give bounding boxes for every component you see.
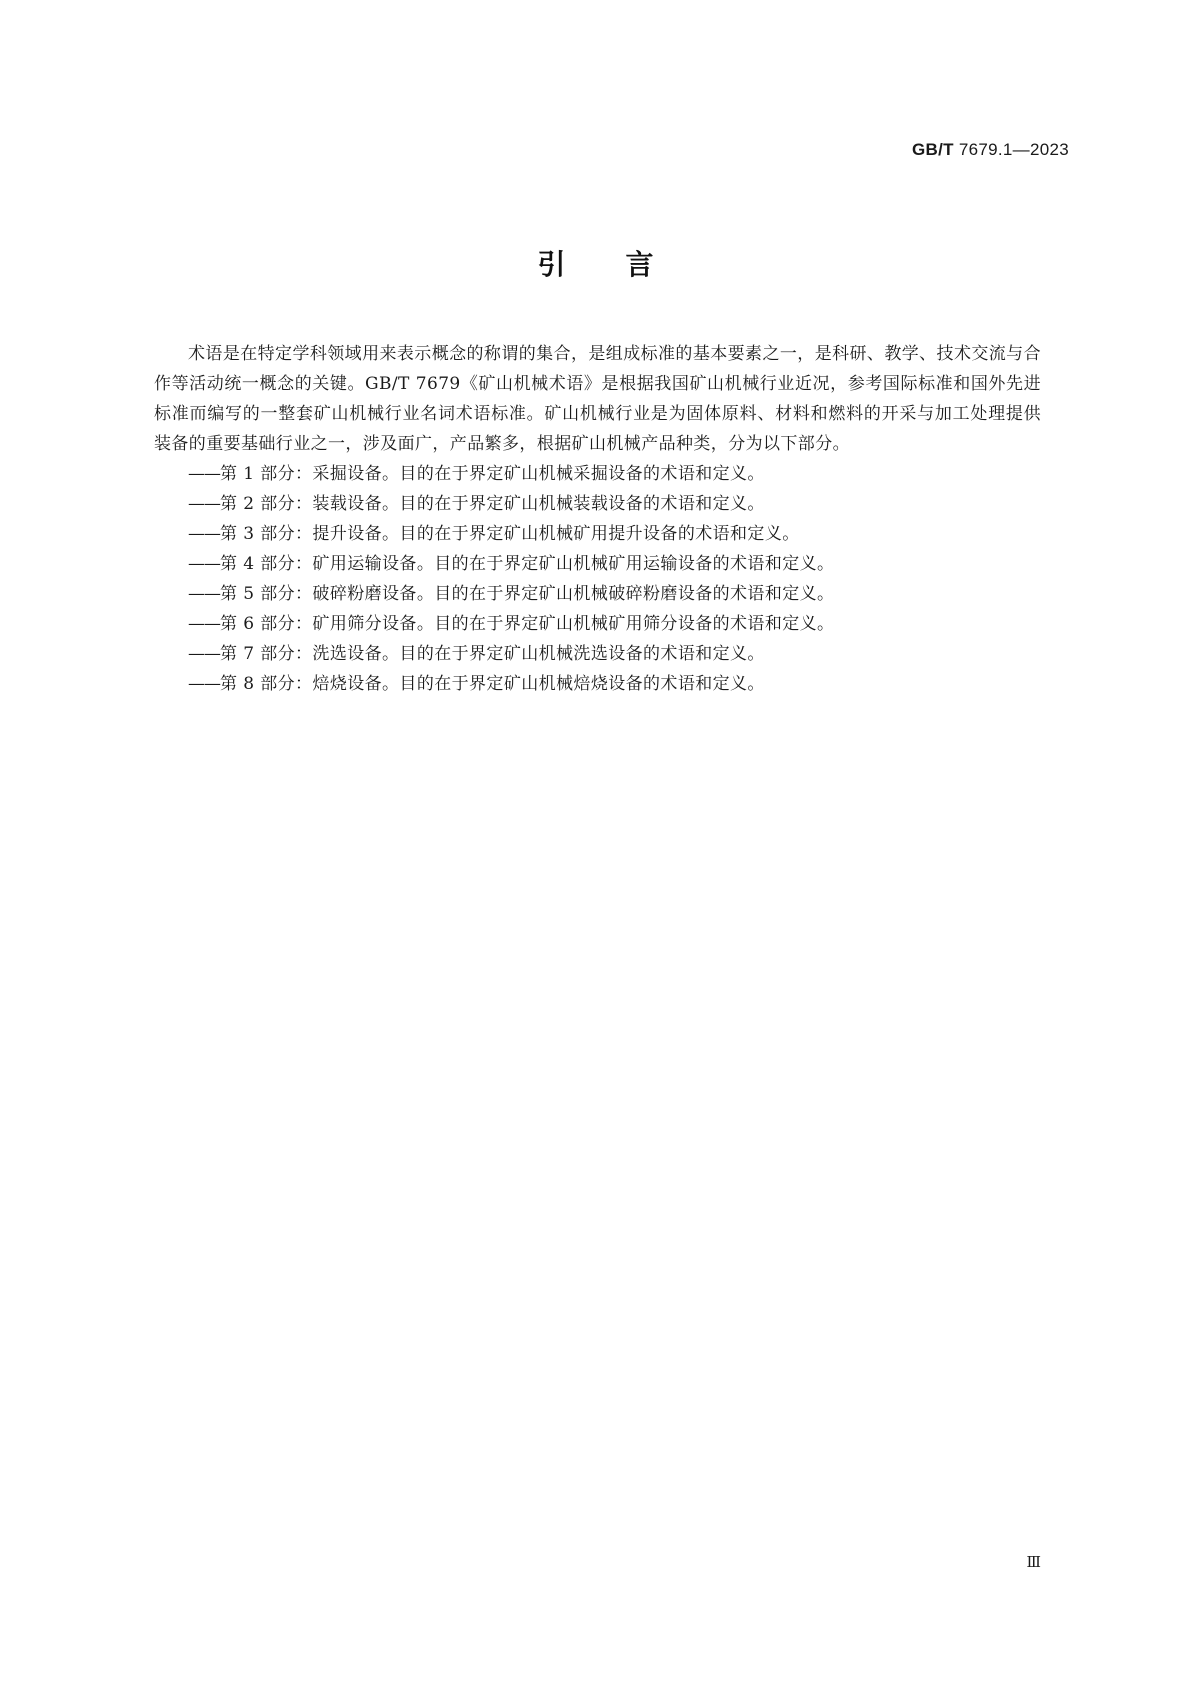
list-item bbox=[154, 579, 1041, 609]
dash-marker: —— bbox=[188, 644, 220, 664]
list-item bbox=[154, 459, 1041, 489]
parts-list bbox=[154, 459, 1041, 699]
document-code-number: 7679.1—2023 bbox=[958, 140, 1069, 159]
list-item-text: 第 6 部分：矿用筛分设备。目的在于界定矿山机械矿用筛分设备的术语和定义。 bbox=[220, 614, 835, 634]
list-item-text: 第 7 部分：洗选设备。目的在于界定矿山机械洗选设备的术语和定义。 bbox=[220, 644, 765, 664]
list-item bbox=[154, 489, 1041, 519]
list-item bbox=[154, 609, 1041, 639]
list-item-text: 第 2 部分：装载设备。目的在于界定矿山机械装载设备的术语和定义。 bbox=[220, 494, 765, 514]
dash-marker: —— bbox=[188, 584, 220, 604]
dash-marker: —— bbox=[188, 554, 220, 574]
list-item bbox=[154, 639, 1041, 669]
document-code bbox=[912, 140, 1069, 160]
list-item-text: 第 8 部分：焙烧设备。目的在于界定矿山机械焙烧设备的术语和定义。 bbox=[220, 674, 765, 694]
document-code-prefix: GB/T bbox=[912, 140, 954, 159]
intro-paragraph: 术语是在特定学科领域用来表示概念的称谓的集合，是组成标准的基本要素之一，是科研、教学、技术交流与合作等活动统一概念的关键。GB/T 7679《矿山机械术语》是根据我国矿山机械行业近况，参考国际标准和国外先进标准而编写的一整套矿山机械行业名词术语标准。矿山机械行业是为固体原料、材料和燃料的开采与加工处理提供装备的重要基础行业之一，涉及面广，产品繁多，根据矿山机械产品种类，分为以下部分。 bbox=[154, 344, 1041, 454]
main-content bbox=[154, 339, 1041, 699]
dash-marker: —— bbox=[188, 524, 220, 544]
dash-marker: —— bbox=[188, 614, 220, 634]
page-number: Ⅲ bbox=[1026, 1553, 1041, 1571]
list-item bbox=[154, 669, 1041, 699]
list-item-text: 第 5 部分：破碎粉磨设备。目的在于界定矿山机械破碎粉磨设备的术语和定义。 bbox=[220, 584, 835, 604]
list-item-text: 第 1 部分：采掘设备。目的在于界定矿山机械采掘设备的术语和定义。 bbox=[220, 464, 765, 484]
dash-marker: —— bbox=[188, 674, 220, 694]
dash-marker: —— bbox=[188, 464, 220, 484]
dash-marker: —— bbox=[188, 494, 220, 514]
list-item bbox=[154, 519, 1041, 549]
list-item-text: 第 4 部分：矿用运输设备。目的在于界定矿山机械矿用运输设备的术语和定义。 bbox=[220, 554, 835, 574]
section-title: 引言 bbox=[537, 248, 714, 281]
list-item-text: 第 3 部分：提升设备。目的在于界定矿山机械矿用提升设备的术语和定义。 bbox=[220, 524, 800, 544]
list-item bbox=[154, 549, 1041, 579]
